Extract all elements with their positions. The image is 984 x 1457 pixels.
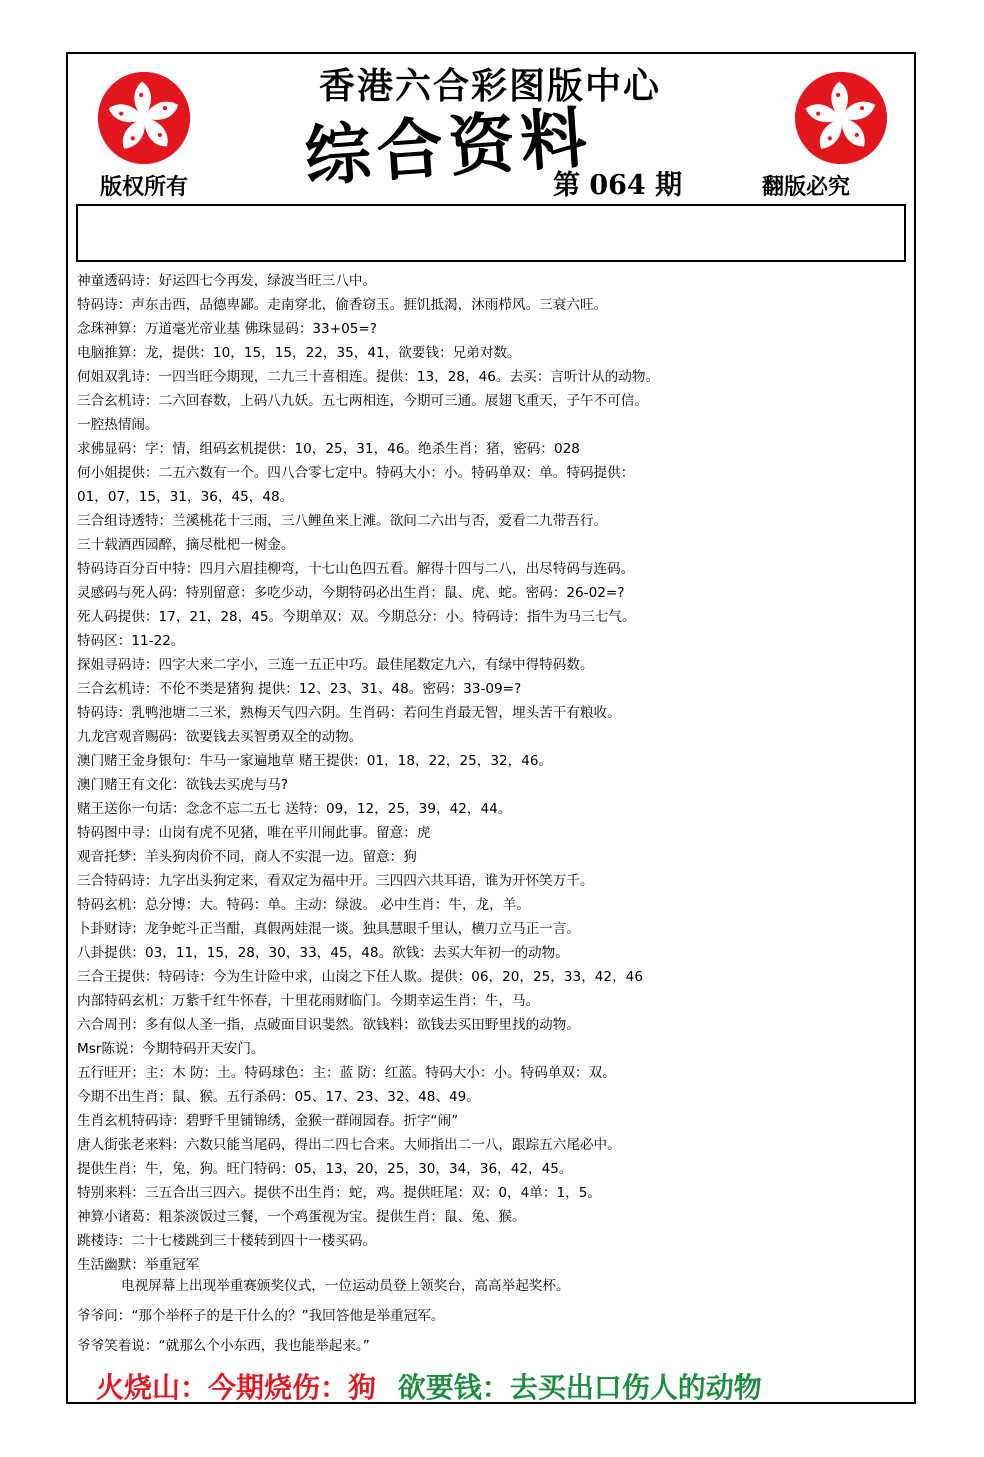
- tip-line: 特码区：11-22。: [77, 633, 185, 649]
- piracy-warning-label: 翻版必究: [762, 174, 851, 200]
- humor-story: [77, 1271, 907, 1361]
- tip-line: 生活幽默：举重冠军: [77, 1257, 200, 1273]
- tip-line: Msr陈说：今期特码开天安门。: [77, 1041, 265, 1057]
- copyright-label: 版权所有: [100, 174, 189, 200]
- tip-line: 澳门赌王有文化：欲钱去买虎与马?: [77, 777, 289, 793]
- tips-list: [77, 269, 907, 1277]
- tip-line: 跳楼诗：二十七楼跳到三十楼转到四十一楼买码。: [77, 1233, 377, 1249]
- tip-line: 今期不出生肖：鼠、猴。五行杀码：05、17、23、32、48、49。: [77, 1089, 480, 1105]
- tip-line: 观音托梦：羊头狗肉价不同，商人不实混一边。留意：狗: [77, 849, 417, 865]
- tip-line: 赌王送你一句话：念念不忘二五七 送特：09，12，25，39，42，44。: [77, 801, 512, 817]
- tip-line: 内部特码玄机：万紫千红牛怀春，十里花雨财临门。今期幸运生肖：牛，马。: [77, 993, 540, 1009]
- tip-line: 特码图中寻：山岗有虎不见猪，唯在平川闹此事。留意：虎: [77, 825, 431, 841]
- bauhinia-flower-icon: [96, 70, 192, 166]
- story-line: 爷爷笑着说：“就那么个小东西，我也能举起来。”: [77, 1338, 370, 1354]
- tip-line: 神算小诸葛：粗茶淡饭过三餐，一个鸡蛋视为宝。提供生肖：鼠、兔、猴。: [77, 1209, 526, 1225]
- tip-line: 八卦提供：03，11，15，28，30，33，45，48。欲钱：去买大年初一的动物。: [77, 945, 569, 961]
- tip-line: 三合特码诗：九字出头狗定来，看双定为福中开。三四四六共耳语，谁为开怀笑万千。: [77, 873, 594, 889]
- tip-line: 何姐双乳诗：一四当旺今期现，二九三十喜相连。提供：13，28，46。去买：言听计从的动物。: [77, 369, 660, 385]
- main-title: 综合资料: [302, 98, 596, 197]
- tip-line: 特别来料：三五合出三四六。提供不出生肖：蛇，鸡。提供旺尾：双：0，4单：1，5。: [77, 1185, 601, 1201]
- tip-line: 电脑推算：龙，提供：10，15，15，22，35，41，欲要钱：兄弟对数。: [77, 345, 521, 361]
- tip-line: 三合玄机诗：不伦不类是猪狗 提供：12、23、31、48。密码：33-09=?: [77, 681, 522, 697]
- tip-line: 九龙宫观音赐码：欲要钱去买智勇双全的动物。: [77, 729, 363, 745]
- story-line: 爷爷问：“那个举杯子的是干什么的？”我回答他是举重冠军。: [77, 1308, 445, 1324]
- tip-line: 五行旺开：主：木 防：土。特码球色：主：蓝 防：红蓝。特码大小：小。特码单双：双。: [77, 1065, 616, 1081]
- tip-line: 求佛显码：字：情，组码玄机提供：10，25，31，46。绝杀生肖：猪，密码：028: [77, 441, 580, 457]
- tip-line: 何小姐提供：二五六数有一个。四八合零七定中。特码大小：小。特码单双：单。特码提供：: [77, 465, 635, 481]
- tip-line: 卜卦财诗：龙争蛇斗正当酣，真假两娃混一谈。独具慧眼千里认，横刀立马正一言。: [77, 921, 580, 937]
- publisher-title: 香港六合彩图版中心: [318, 65, 661, 107]
- footer-banner: [96, 1366, 762, 1406]
- issue-number: 第 064 期: [553, 170, 683, 201]
- blank-banner-box: [76, 204, 906, 262]
- tip-line: 一腔热情闹。: [77, 417, 159, 433]
- tip-line: 死人码提供：17，21，28，45。今期单双：双。今期总分：小。特码诗：指牛为马三七气。: [77, 609, 636, 625]
- tip-line: 特码诗：声东击西，品德卑鄙。走南穿北，偷香窃玉。捱饥抵渴，沐雨栉风。三衰六旺。: [77, 297, 608, 313]
- tip-line: 三合王提供：特码诗：今为生计险中求，山岗之下任人欺。提供：06，20，25，33，42，46: [77, 969, 643, 985]
- tip-line: 提供生肖：牛，兔，狗。旺门特码：05，13，20，25，30，34，36，42，45。: [77, 1161, 573, 1177]
- tip-line: 探姐寻码诗：四字大来二字小，三连一五正中巧。最佳尾数定九六，有绿中得特码数。: [77, 657, 594, 673]
- tip-line: 特码诗：乳鸭池塘二三米，熟梅天气四六阴。生肖码：若问生肖最无智，埋头苦干有粮收。: [77, 705, 621, 721]
- tip-line: 六合周刊：多有似人圣一指，点破面目识斐然。欲钱料：欲钱去买田野里找的动物。: [77, 1017, 580, 1033]
- tip-line: 三十载酒西园醉，摘尽枇杷一树金。: [77, 537, 295, 553]
- footer-green-text: 欲要钱：去买出口伤人的动物: [397, 1371, 762, 1404]
- tip-line: 生肖玄机特码诗：碧野千里铺锦绣，金猴一群闹园春。折字“闹”: [77, 1113, 459, 1129]
- tip-line: 神童透码诗：好运四七今再发，绿波当旺三八中。: [77, 273, 377, 289]
- tip-line: 澳门赌王金身银句：牛马一家遍地草 赌王提供：01，18，22，25，32，46。: [77, 753, 553, 769]
- tip-line: 01，07，15，31，36，45，48。: [77, 489, 294, 505]
- tip-line: 三合组诗透特：兰溪桃花十三雨，三八鲤鱼来上滩。欲问二六出与否，爱看二九带吾行。: [77, 513, 608, 529]
- tip-line: 三合玄机诗：二六回春数，上码八九妖。五七两相连，今期可三通。展翅飞重天，子午不可信。: [77, 393, 648, 409]
- tip-line: 灵感码与死人码：特别留意：多吃少动，今期特码必出生肖：鼠、虎、蛇。密码：26-02=?: [77, 585, 625, 601]
- tip-line: 特码诗百分百中特：四月六眉挂柳弯，十七山色四五看。解得十四与二八，出尽特码与连码。: [77, 561, 635, 577]
- tip-line: 唐人街张老来料：六数只能当尾码，得出二四七合来。大师指出二一八，跟踪五六尾必中。: [77, 1137, 621, 1153]
- footer-red-text: 火烧山：今期烧伤：狗: [96, 1371, 377, 1404]
- tip-line: 特码玄机：总分博：大。特码：单。主动：绿波。 必中生肖：牛，龙，羊。: [77, 897, 530, 913]
- story-line: 电视屏幕上出现举重赛颁奖仪式，一位运动员登上领奖台，高高举起奖杯。: [121, 1278, 570, 1294]
- tip-line: 念珠神算：万道毫光帝业基 佛珠显码：33+05=?: [77, 321, 378, 337]
- bauhinia-flower-icon: [793, 70, 889, 166]
